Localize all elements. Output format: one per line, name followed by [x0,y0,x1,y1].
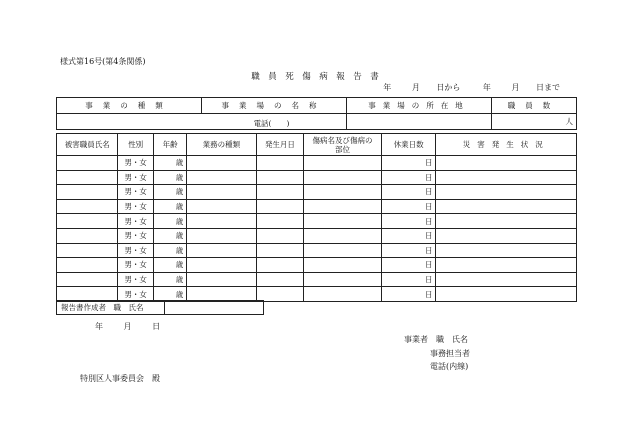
sex-cell[interactable]: 男・女 [118,228,153,243]
table-row [57,243,577,258]
workplace-phone[interactable]: 電話( ) [57,114,347,130]
age-cell[interactable]: 歳 [153,199,186,214]
job-type-cell[interactable] [187,199,256,214]
injury-part-cell[interactable] [304,272,381,287]
accident-situation-cell[interactable] [436,287,577,302]
reporter-table [56,300,264,315]
sex-cell[interactable]: 男・女 [118,287,153,302]
job-type-cell[interactable] [187,185,256,200]
age-cell[interactable]: 歳 [153,258,186,273]
job-type-cell[interactable] [187,258,256,273]
occurrence-date-cell[interactable] [256,185,304,200]
header-business-type: 事業の種類 [57,98,202,114]
reporter-name-cell[interactable] [165,301,264,315]
report-date [95,321,178,332]
accident-situation-cell[interactable] [436,156,577,171]
table-row [57,185,577,200]
table-row [57,272,577,287]
leave-days-cell[interactable]: 日 [381,243,436,258]
table-row [57,258,577,273]
addressee: 特別区人事委員会 殿 [80,374,160,383]
sex-cell[interactable]: 男・女 [118,272,153,287]
leave-days-cell[interactable]: 日 [381,258,436,273]
job-type-cell[interactable] [187,214,256,229]
injury-part-cell[interactable] [304,199,381,214]
period-month-to: 月 [511,83,520,92]
table-row [57,214,577,229]
header-sex: 性別 [118,134,153,156]
injury-part-cell[interactable] [304,287,381,302]
accident-situation-cell[interactable] [436,214,577,229]
sex-cell[interactable]: 男・女 [118,185,153,200]
accident-situation-cell[interactable] [436,185,577,200]
table-row [57,199,577,214]
job-type-cell[interactable] [187,272,256,287]
header-leave-days: 休業日数 [381,134,436,156]
leave-days-cell[interactable]: 日 [381,185,436,200]
victim-name-cell[interactable] [57,170,118,185]
job-type-cell[interactable] [187,170,256,185]
injury-part-cell[interactable] [304,185,381,200]
victim-name-cell[interactable] [57,214,118,229]
accident-situation-cell[interactable] [436,199,577,214]
leave-days-cell[interactable]: 日 [381,272,436,287]
age-cell[interactable]: 歳 [153,185,186,200]
injury-table [56,133,577,302]
phone-extension: 電話(内線) [430,362,469,371]
accident-situation-cell[interactable] [436,228,577,243]
job-type-cell[interactable] [187,228,256,243]
accident-situation-cell[interactable] [436,170,577,185]
injury-part-cell[interactable] [304,170,381,185]
occurrence-date-cell[interactable] [256,156,304,171]
accident-situation-cell[interactable] [436,272,577,287]
date-year: 年 [95,322,103,331]
accident-situation-cell[interactable] [436,243,577,258]
workplace-address-cell[interactable] [347,114,492,130]
sex-cell[interactable]: 男・女 [118,199,153,214]
business-info-table [56,97,577,130]
age-cell[interactable]: 歳 [153,243,186,258]
leave-days-cell[interactable]: 日 [381,228,436,243]
header-accident-situation: 災害発生状況 [436,134,577,156]
document-title: 職 員 死 傷 病 報 告 書 [251,72,379,82]
injury-part-cell[interactable] [304,228,381,243]
age-cell[interactable]: 歳 [153,272,186,287]
date-day: 日 [152,322,161,331]
sex-cell[interactable]: 男・女 [118,156,153,171]
table-row [57,170,577,185]
sex-cell[interactable]: 男・女 [118,243,153,258]
header-workplace-name: 事業場の名称 [202,98,347,114]
occurrence-date-cell[interactable] [256,272,304,287]
header-injury-part: 傷病名及び傷病の部位 [304,134,381,156]
injury-part-cell[interactable] [304,243,381,258]
period-year-from: 年 [383,83,392,92]
job-type-cell[interactable] [187,243,256,258]
age-cell[interactable]: 歳 [153,228,186,243]
victim-name-cell[interactable] [57,272,118,287]
leave-days-cell[interactable]: 日 [381,199,436,214]
period-day-from: 日から [436,83,461,92]
accident-situation-cell[interactable] [436,258,577,273]
victim-name-cell[interactable] [57,156,118,171]
table-row [57,156,577,171]
period-day-to: 日まで [536,83,560,92]
sex-cell[interactable]: 男・女 [118,170,153,185]
leave-days-cell[interactable]: 日 [381,170,436,185]
victim-name-cell[interactable] [57,258,118,273]
header-workplace-address: 事業場の所在地 [347,98,492,114]
job-type-cell[interactable] [187,156,256,171]
sex-cell[interactable]: 男・女 [118,214,153,229]
header-age: 年齢 [153,134,186,156]
age-cell[interactable]: 歳 [153,156,186,171]
leave-days-cell[interactable]: 日 [381,214,436,229]
victim-name-cell[interactable] [57,199,118,214]
occurrence-date-cell[interactable] [256,243,304,258]
occurrence-date-cell[interactable] [256,214,304,229]
occurrence-date-cell[interactable] [256,258,304,273]
employer-signature: 事業者 職 氏名 [404,335,468,344]
person-in-charge: 事務担当者 [430,349,470,358]
occurrence-date-cell[interactable] [256,170,304,185]
reporter-label: 報告書作成者 職 氏名 [57,301,165,315]
injury-part-cell[interactable] [304,258,381,273]
injury-part-cell[interactable] [304,214,381,229]
victim-name-cell[interactable] [57,185,118,200]
report-period [369,82,560,93]
sex-cell[interactable]: 男・女 [118,258,153,273]
occurrence-date-cell[interactable] [256,228,304,243]
date-month: 月 [123,322,132,331]
header-job-type: 業務の種類 [187,134,256,156]
header-occurrence-date: 発生月日 [256,134,304,156]
header-victim-name: 被害職員氏名 [57,134,118,156]
victim-name-cell[interactable] [57,228,118,243]
staff-count-cell[interactable]: 人 [492,114,577,130]
header-staff-count: 職員数 [492,98,577,114]
age-cell[interactable]: 歳 [153,287,186,302]
period-month-from: 月 [411,83,420,92]
injury-part-cell[interactable] [304,156,381,171]
form-number: 様式第16号(第4条関係) [60,57,146,66]
age-cell[interactable]: 歳 [153,214,186,229]
period-year-to: 年 [482,83,491,92]
victim-name-cell[interactable] [57,243,118,258]
age-cell[interactable]: 歳 [153,170,186,185]
leave-days-cell[interactable]: 日 [381,287,436,302]
leave-days-cell[interactable]: 日 [381,156,436,171]
occurrence-date-cell[interactable] [256,199,304,214]
table-row [57,228,577,243]
